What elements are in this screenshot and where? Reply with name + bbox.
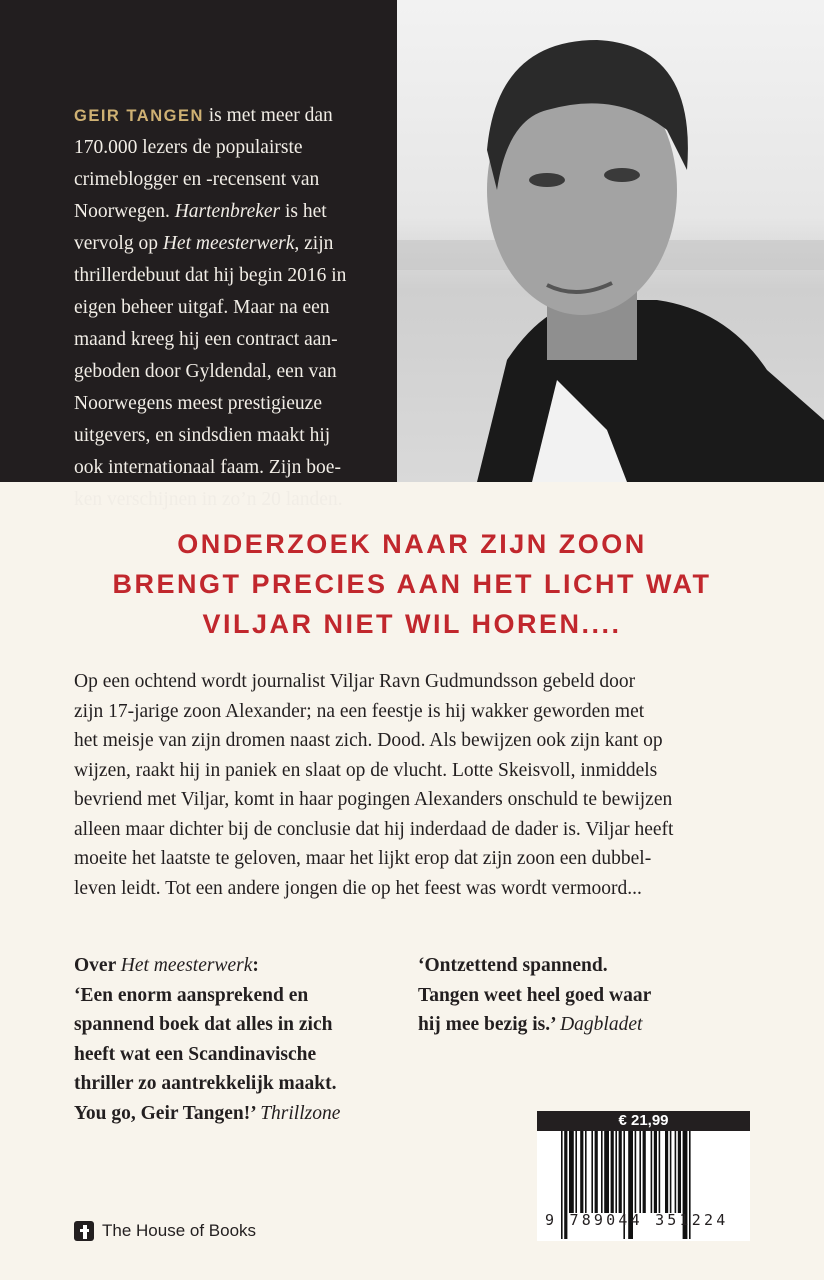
barcode-bar	[678, 1131, 681, 1213]
text-segment: thrillerdebuut dat hij begin 2016 in	[74, 265, 347, 286]
text-line	[74, 324, 394, 356]
text-segment: ook internationaal faam. Zijn boe-	[74, 457, 341, 478]
barcode-bar	[635, 1131, 637, 1213]
author-name: GEIR TANGEN	[74, 107, 204, 125]
text-segment: Hartenbreker	[174, 201, 281, 222]
text-line	[74, 697, 764, 727]
text-segment: geboden door Gyldendal, een van	[74, 361, 337, 382]
text-segment: het meisje van zijn dromen naast zich. Dood. Als bewijzen ook zijn kant op	[74, 730, 663, 751]
text-segment: hij mee bezig is.’	[418, 1014, 561, 1035]
barcode-bar	[639, 1131, 641, 1213]
text-line	[74, 874, 764, 904]
text-segment: Dagbladet	[560, 1014, 643, 1035]
text-segment: Noorwegen.	[74, 201, 175, 222]
barcode-bar	[611, 1131, 614, 1213]
text-line	[74, 132, 394, 164]
text-line	[74, 292, 394, 324]
text-segment: , zijn	[294, 233, 334, 254]
barcode-bar	[585, 1131, 587, 1213]
author-bio	[74, 100, 394, 516]
headline-line: VILJAR NIET WIL HOREN....	[202, 609, 622, 639]
text-line	[74, 100, 394, 132]
publisher-name: The House of Books	[102, 1221, 257, 1240]
barcode-bar	[643, 1131, 646, 1213]
text-line	[418, 981, 651, 1011]
text-segment: heeft wat een Scandinavische	[74, 1043, 317, 1065]
text-line	[74, 726, 764, 756]
barcode-bar	[601, 1131, 603, 1213]
text-line	[74, 1040, 340, 1070]
text-line	[74, 260, 394, 292]
barcode-bar	[604, 1131, 609, 1213]
text-segment: You go, Geir Tangen!’	[74, 1102, 261, 1124]
text-line	[74, 785, 764, 815]
barcode-bar	[595, 1131, 598, 1213]
text-segment: 170.000 lezers de populairste	[74, 137, 303, 158]
text-line	[74, 420, 394, 452]
text-segment: bevriend met Viljar, komt in haar pogingen Alexanders onschuld te bewijzen	[74, 789, 673, 810]
price-label: € 21,99	[537, 1111, 750, 1131]
text-line	[74, 951, 340, 981]
text-segment: eigen beheer uitgaf. Maar na een	[74, 297, 330, 318]
barcode-bar	[670, 1131, 672, 1213]
barcode-bar	[654, 1131, 657, 1213]
publisher-logo	[74, 1221, 256, 1241]
text-segment: thriller zo aantrekkelijk maakt.	[74, 1073, 337, 1094]
author-photo	[397, 0, 824, 482]
text-line	[418, 1010, 651, 1040]
text-line	[74, 1099, 340, 1129]
headline-line: BRENGT PRECIES AAN HET LICHT WAT	[112, 569, 712, 599]
review-quote-thrillzone	[74, 951, 340, 1128]
text-segment: Thrillzone	[260, 1102, 341, 1124]
text-segment: Het meesterwerk	[162, 233, 295, 254]
author-portrait-image	[397, 0, 824, 482]
text-segment: alleen maar dichter bij de conclusie dat hij inderdaad de dader is. Viljar heeft	[74, 818, 674, 840]
text-segment: wijzen, raakt hij in paniek en slaat op de vlucht. Lotte Skeisvoll, inmiddels	[74, 759, 658, 781]
text-segment: ‘Een enorm aansprekend en	[74, 984, 309, 1006]
text-segment: Tangen weet heel goed waar	[418, 984, 652, 1006]
text-line	[74, 452, 394, 484]
text-line	[74, 196, 394, 228]
barcode-bar	[659, 1131, 661, 1213]
text-segment: maand kreeg hij een contract aan-	[74, 329, 338, 350]
text-segment: is met meer dan	[203, 105, 333, 126]
text-line	[74, 164, 394, 196]
text-line	[74, 756, 764, 786]
text-segment: :	[252, 955, 259, 976]
text-segment: moeite het laatste te geloven, maar het lijkt erop dat zijn zoon een dubbel-	[74, 848, 652, 869]
text-segment: crimeblogger en -recensent van	[74, 169, 320, 190]
text-segment: Op een ochtend wordt journalist Viljar Ravn Gudmundsson gebeld door	[74, 671, 636, 692]
barcode-bar	[675, 1131, 677, 1213]
headline-line: ONDERZOEK NAAR ZIJN ZOON	[177, 529, 647, 559]
barcode-bar	[569, 1131, 574, 1213]
barcode	[537, 1111, 750, 1241]
isbn-number: 9 789044 351224	[545, 1211, 729, 1229]
text-segment: vervolg op	[74, 233, 163, 254]
text-segment: spannend boek dat alles in zich	[74, 1014, 333, 1035]
text-line	[74, 815, 764, 845]
text-segment: zijn 17-jarige zoon Alexander; na een feestje is hij wakker geworden met	[74, 700, 645, 722]
bio-panel	[0, 0, 397, 510]
text-segment: leven leidt. Tot een andere jongen die op het feest was wordt vermoord...	[74, 877, 642, 899]
barcode-bar	[580, 1131, 583, 1213]
text-segment: Noorwegens meest prestigieuze	[74, 393, 322, 414]
text-segment: ‘Ontzettend spannend.	[418, 955, 608, 976]
text-segment: is het	[280, 201, 327, 222]
barcode-bar	[615, 1131, 617, 1213]
text-line	[74, 228, 394, 260]
barcode-bar	[575, 1131, 577, 1213]
synopsis	[74, 667, 764, 903]
text-line	[74, 484, 394, 516]
text-line	[74, 1069, 340, 1099]
text-line	[74, 844, 764, 874]
text-line	[74, 388, 394, 420]
barcode-bar	[591, 1131, 593, 1213]
text-segment: ken verschijnen in zo’n 20 landen.	[74, 489, 343, 510]
text-line	[74, 667, 764, 697]
headline	[0, 524, 824, 644]
text-line	[74, 356, 394, 388]
text-line	[418, 951, 651, 981]
text-line	[74, 981, 340, 1011]
publisher-icon	[74, 1221, 94, 1241]
text-segment: Over	[74, 955, 121, 976]
barcode-bar	[619, 1131, 622, 1213]
text-segment: Het meesterwerk	[120, 955, 253, 976]
barcode-bar	[651, 1131, 653, 1213]
barcode-bar	[665, 1131, 668, 1213]
review-quote-dagbladet	[418, 951, 651, 1040]
text-line	[74, 1010, 340, 1040]
text-segment: uitgevers, en sindsdien maakt hij	[74, 425, 331, 446]
